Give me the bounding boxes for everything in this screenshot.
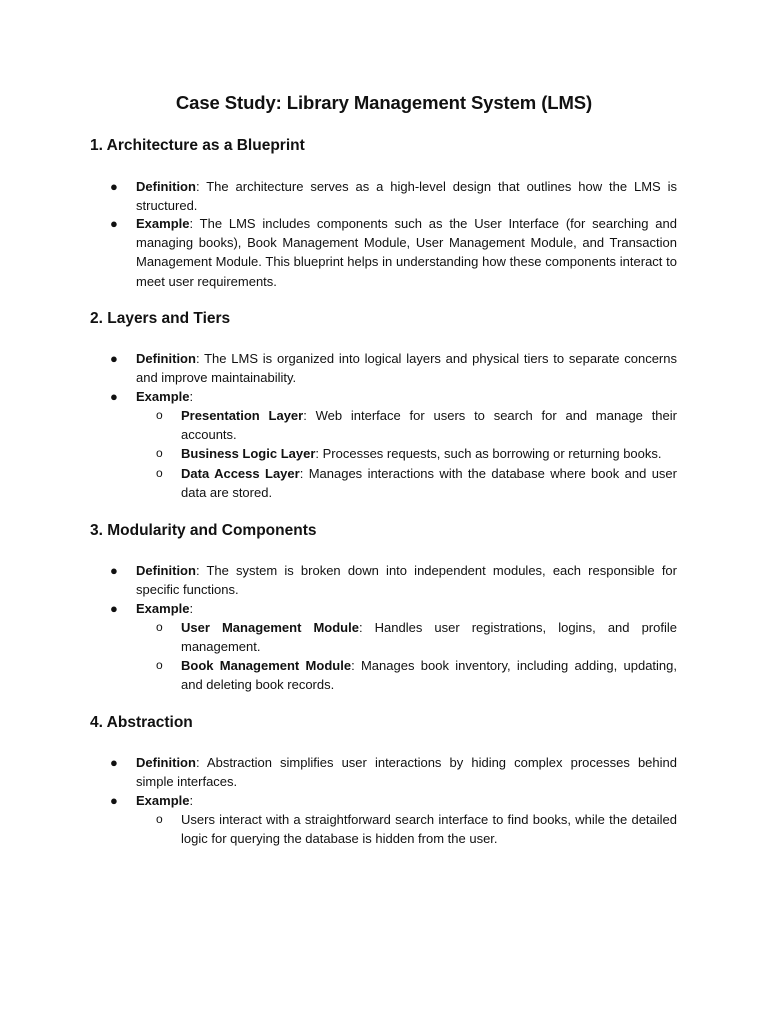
- bullet-icon: ●: [110, 389, 118, 404]
- circle-bullet-icon: o: [156, 812, 163, 826]
- document-title: Case Study: Library Management System (LMS): [175, 92, 593, 113]
- sub-item-label: Book Management Module: [181, 658, 352, 673]
- definition-label: Definition: [136, 755, 196, 770]
- sub-item-text: : Processes requests, such as borrowing or returning books.: [315, 446, 662, 461]
- example-text: :: [189, 389, 194, 404]
- circle-bullet-icon: o: [156, 620, 163, 634]
- sub-item-label: Presentation Layer: [181, 408, 304, 423]
- sub-item-label: User Management Module: [181, 620, 359, 635]
- section-heading: 1. Architecture as a Blueprint: [90, 137, 305, 154]
- example-label: Example: [136, 793, 190, 808]
- definition-label: Definition: [136, 563, 196, 578]
- circle-bullet-icon: o: [156, 658, 163, 672]
- definition-text: : The architecture serves as a high-level design that outlines how the LMS is structured.: [136, 179, 677, 214]
- section-heading: 3. Modularity and Components: [90, 522, 317, 539]
- sub-item-text: : Manages interactions with the database where book and user data are stored.: [181, 466, 677, 501]
- section-heading: 2. Layers and Tiers: [90, 310, 231, 327]
- example-label: Example: [136, 389, 190, 404]
- bullet-icon: ●: [110, 793, 118, 808]
- bullet-icon: ●: [110, 351, 118, 366]
- sub-item-text: : Web interface for users to search for and manage their accounts.: [181, 408, 677, 443]
- example-text: :: [189, 793, 194, 808]
- bullet-icon: ●: [110, 601, 118, 616]
- example-text: :: [189, 601, 194, 616]
- sub-item-text: Users interact with a straightforward search interface to find books, while the detailed logic for querying the database is hidden from the user.: [181, 812, 677, 847]
- bullet-icon: ●: [110, 563, 118, 578]
- example-text: : The LMS includes components such as the User Interface (for searching and managing books), Book Management Module, User Management Module, and Transaction Management Module. This blueprint helps in understanding how these components interact to meet user requirements.: [136, 216, 677, 289]
- definition-label: Definition: [136, 179, 196, 194]
- sub-item-label: Business Logic Layer: [181, 446, 316, 461]
- definition-text: : The system is broken down into independent modules, each responsible for specific functions.: [136, 563, 677, 598]
- sub-item-label: Data Access Layer: [181, 466, 300, 481]
- definition-text: : Abstraction simplifies user interactions by hiding complex processes behind simple interfaces.: [136, 755, 677, 790]
- definition-label: Definition: [136, 351, 196, 366]
- sub-item-text: : Handles user registrations, logins, and profile management.: [181, 620, 677, 655]
- definition-text: : The LMS is organized into logical layers and physical tiers to separate concerns and improve maintainability.: [136, 351, 677, 386]
- circle-bullet-icon: o: [156, 466, 163, 480]
- circle-bullet-icon: o: [156, 408, 163, 422]
- section-heading: 4. Abstraction: [90, 714, 193, 731]
- sub-item-text: : Manages book inventory, including adding, updating, and deleting book records.: [181, 658, 677, 693]
- bullet-icon: ●: [110, 179, 118, 194]
- example-label: Example: [136, 601, 190, 616]
- bullet-icon: ●: [110, 755, 118, 770]
- example-label: Example: [136, 216, 190, 231]
- circle-bullet-icon: o: [156, 446, 163, 460]
- bullet-icon: ●: [110, 216, 118, 231]
